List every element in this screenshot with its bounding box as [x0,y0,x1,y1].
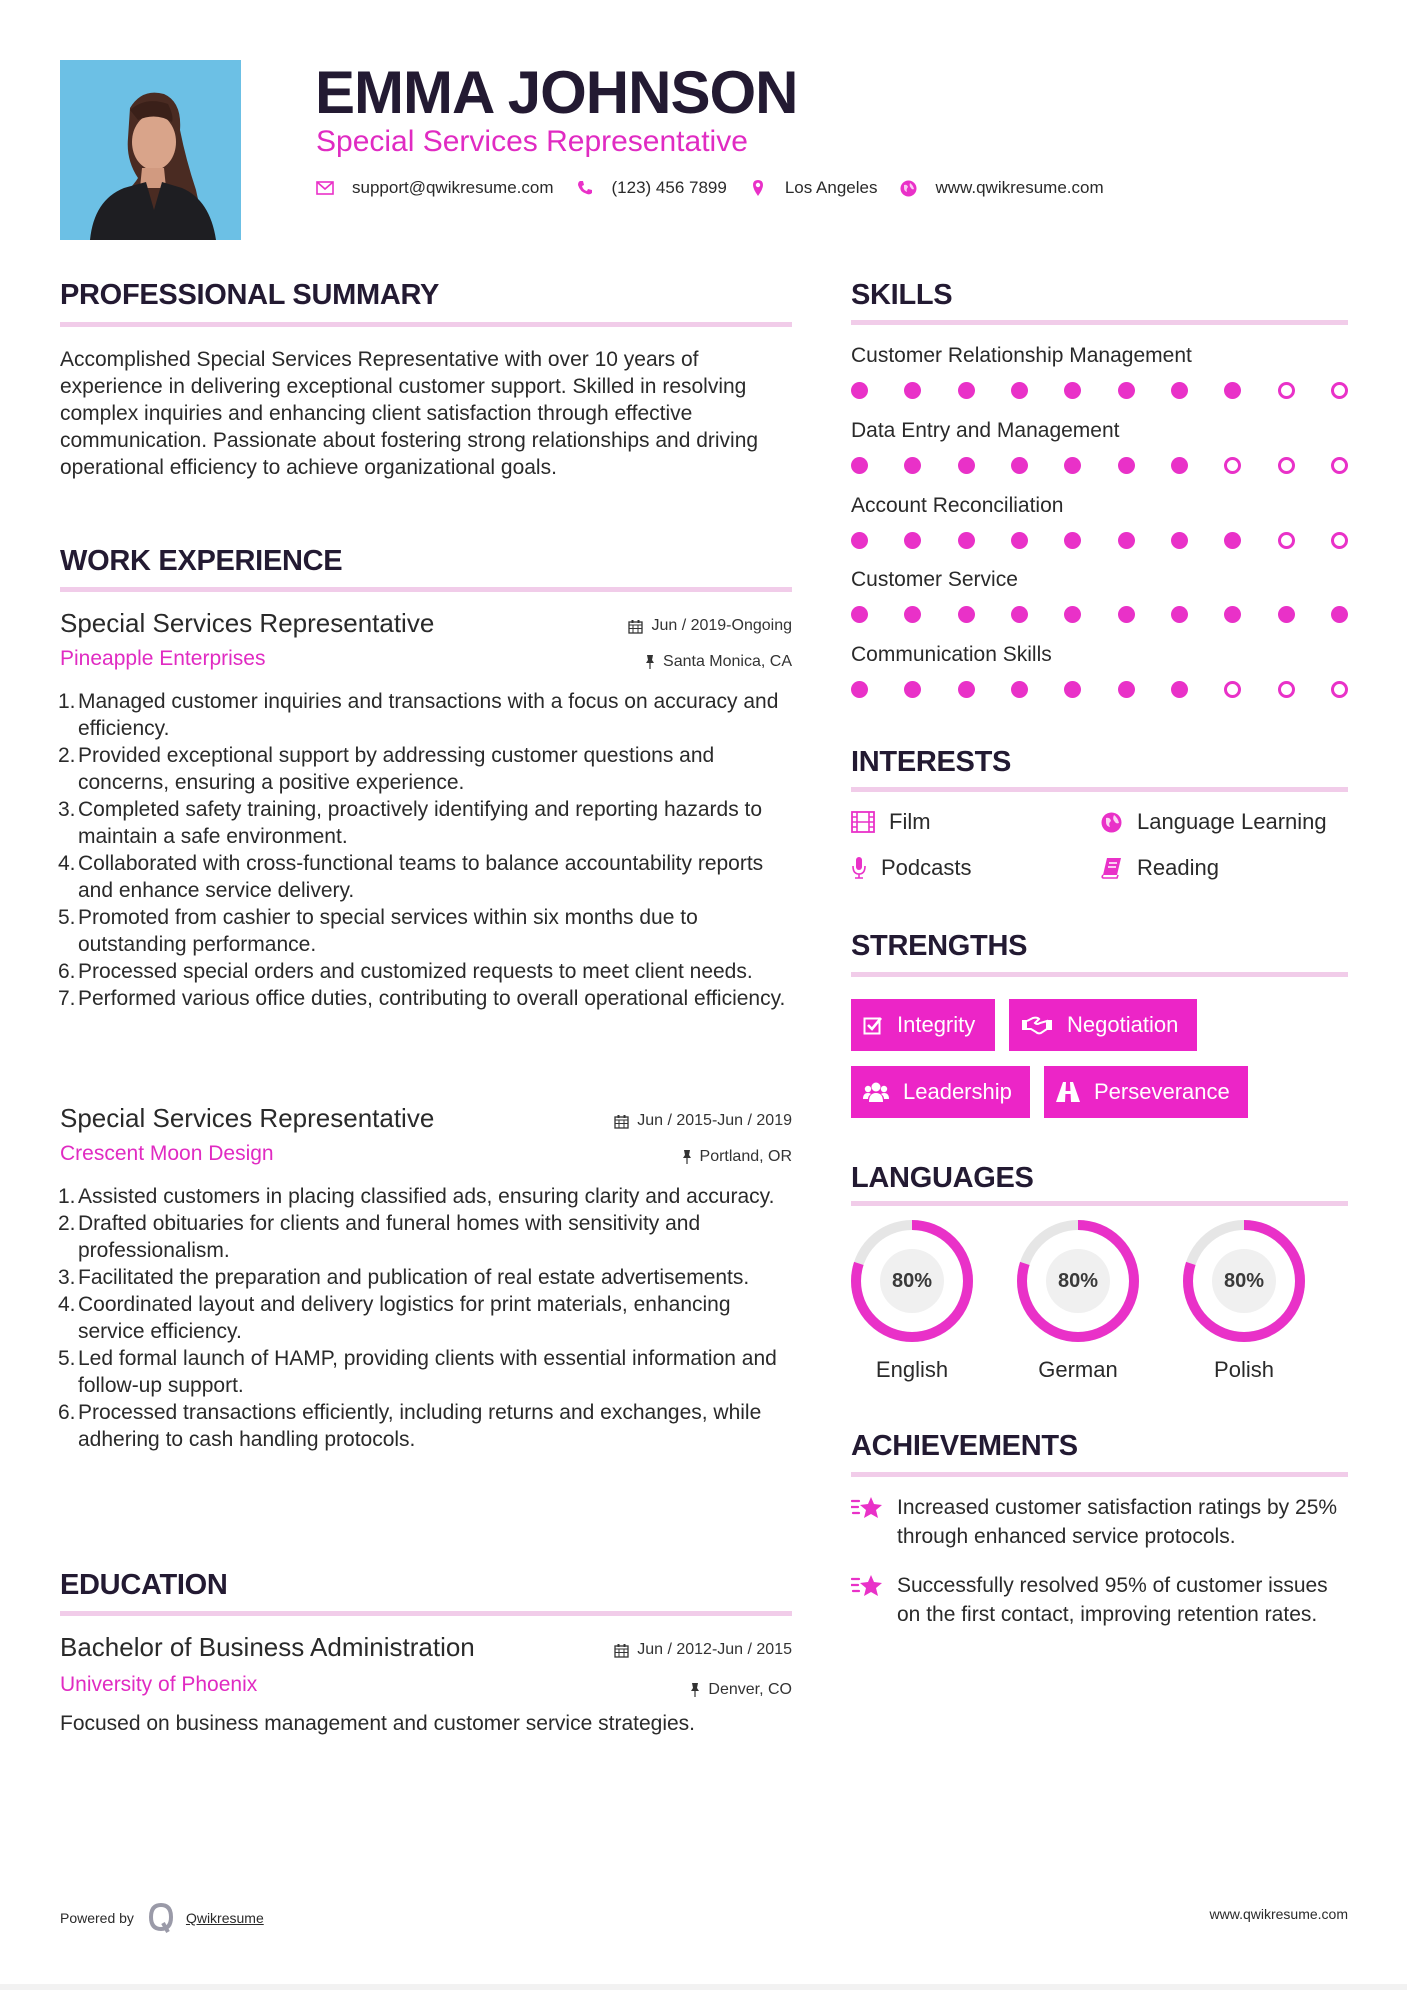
rating-dot-filled [1011,681,1028,698]
duty-item: 3. Facilitated the preparation and publication of real estate advertisements. [58,1266,750,1289]
rating-dot-filled [904,606,921,623]
strength-label: Integrity [897,1012,976,1037]
interest-label: Language Learning [1137,809,1327,834]
duty-item: 7. Performed various office duties, contributing to overall operational efficiency. [58,987,786,1010]
rating-dot-filled [904,382,921,399]
job-dates [614,1111,792,1131]
duty-item: 2. Provided exceptional support by addressing customer questions and concerns, ensuring a positive experience. [58,744,715,794]
language-percent: 80% [1046,1249,1110,1313]
rating-dot-filled [1064,457,1081,474]
section-divider [851,1201,1348,1206]
rating-dot-empty [1331,681,1348,698]
road-icon [1056,1082,1080,1102]
education-dates [614,1640,792,1660]
rating-dot-filled [1011,606,1028,623]
footer-powered-by [60,1903,264,1933]
contact-location [749,178,878,198]
language-name: Polish [1214,1357,1274,1382]
rating-dot-filled [904,457,921,474]
rating-dot-filled [1171,681,1188,698]
duty-item: 5. Promoted from cashier to special services within six months due to outstanding performance. [58,906,698,956]
contact-email-text: support@qwikresume.com [352,178,554,197]
powered-by-label: Powered by [60,1910,134,1926]
progress-ring [1016,1219,1140,1343]
map-marker-icon [749,179,767,197]
section-heading-languages: LANGUAGES [851,1162,1034,1194]
rating-dot-empty [1278,532,1295,549]
footer-site[interactable]: www.qwikresume.com [1209,1906,1348,1922]
rating-dot-filled [904,532,921,549]
rating-dot-filled [1224,382,1241,399]
rating-dot-filled [904,681,921,698]
rating-dot-filled [1171,606,1188,623]
rating-dot-filled [851,681,868,698]
interest-podcasts [851,855,972,881]
rating-dot-filled [1064,532,1081,549]
rating-dot-filled [1224,606,1241,623]
education-location [690,1680,792,1700]
section-heading-achievements: ACHIEVEMENTS [851,1430,1078,1462]
section-divider [851,1472,1348,1477]
contact-phone[interactable] [576,178,727,198]
film-icon [851,810,875,834]
summary-text: Accomplished Special Services Representative with over 10 years of experience in delivering exceptional customer support. Skilled in resolving complex inquiries and enhancing client satisfaction through effective communication. Passionate about fostering strong relationships and driving operational efficiency to achieve organizational goals. [60,348,759,479]
skill-item [851,343,1348,399]
skill-item [851,493,1348,549]
book-icon [1099,856,1123,880]
skill-item [851,642,1348,698]
interest-label: Film [889,809,931,834]
rating-dot-filled [1118,457,1135,474]
rating-dot-filled [1118,532,1135,549]
qwikresume-logo-icon [148,1903,174,1933]
rating-dot-filled [1064,382,1081,399]
skill-name: Data Entry and Management [851,419,1120,442]
education-dates-text: Jun / 2012-Jun / 2015 [637,1641,792,1658]
calendar-icon [614,1643,629,1658]
education-entry [60,1632,792,1737]
rating-dot-filled [851,606,868,623]
job-location [682,1147,792,1167]
rating-dot-filled [1171,532,1188,549]
section-heading-education: EDUCATION [60,1569,228,1601]
candidate-name: EMMA JOHNSON [315,59,798,126]
rating-dot-filled [851,532,868,549]
rating-dot-filled [1171,457,1188,474]
job-title: Special Services Representative [60,1103,435,1133]
duty-item: 4. Coordinated layout and delivery logistics for print materials, enhancing service efficiency. [58,1293,731,1343]
degree-title: Bachelor of Business Administration [60,1632,475,1662]
rating-dot-filled [958,457,975,474]
skill-rating [851,606,1348,623]
profile-photo [60,60,241,240]
calendar-icon [614,1114,629,1129]
contact-website-text: www.qwikresume.com [935,178,1104,197]
strength-badge-negotiation [1009,999,1197,1051]
job-duties-list [60,688,792,1012]
skill-name: Communication Skills [851,643,1052,666]
pushpin-icon [690,1682,700,1698]
rating-dot-empty [1331,382,1348,399]
job-title: Special Services Representative [60,608,435,638]
section-heading-interests: INTERESTS [851,746,1012,778]
progress-ring [1182,1219,1306,1343]
section-heading-skills: SKILLS [851,279,953,311]
interest-label: Podcasts [881,855,972,880]
microphone-icon [851,856,867,880]
rating-dot-empty [1278,457,1295,474]
education-description: Focused on business management and customer service strategies. [60,1712,695,1735]
duty-item: 1. Managed customer inquiries and transactions with a focus on accuracy and efficiency. [58,690,779,740]
rating-dot-filled [1011,382,1028,399]
achievement-text: Successfully resolved 95% of customer issues on the first contact, improving retention rates. [897,1574,1328,1626]
strength-label: Leadership [903,1079,1012,1104]
rating-dot-empty [1278,681,1295,698]
language-item-polish [1182,1219,1306,1383]
duty-item: 6. Processed transactions efficiently, including returns and exchanges, while adhering to cash handling protocols. [58,1401,762,1451]
phone-icon [576,179,594,197]
strength-badge-leadership [851,1066,1030,1118]
interest-label: Reading [1137,855,1219,880]
contact-phone-text: (123) 456 7899 [611,178,727,197]
duty-item: 4. Collaborated with cross-functional teams to balance accountability reports and enhance service delivery. [58,852,764,902]
rating-dot-filled [1011,457,1028,474]
interest-language-learning [1099,809,1327,835]
school-name: University of Phoenix [60,1673,258,1696]
rating-dot-empty [1278,382,1295,399]
job-dates [628,616,792,636]
person-silhouette-icon [60,60,241,240]
achievement-text: Increased customer satisfaction ratings by 25% through enhanced service protocols. [897,1496,1338,1548]
rating-dot-filled [958,532,975,549]
rating-dot-filled [958,681,975,698]
interest-film [851,809,931,835]
section-heading-summary: PROFESSIONAL SUMMARY [60,279,440,311]
rating-dot-filled [1118,681,1135,698]
rating-dot-filled [1064,606,1081,623]
shooting-star-icon [851,1493,885,1529]
rating-dot-filled [958,382,975,399]
duty-item: 3. Completed safety training, proactively identifying and reporting hazards to maintain a safe environment. [58,798,763,848]
skill-rating [851,681,1348,698]
rating-dot-filled [1011,532,1028,549]
strength-label: Negotiation [1067,1012,1179,1037]
skill-name: Account Reconciliation [851,494,1064,517]
duty-item: 5. Led formal launch of HAMP, providing clients with essential information and follow-up support. [58,1347,777,1397]
rating-dot-filled [1064,681,1081,698]
language-item-german [1016,1219,1140,1383]
contact-bar [316,178,1126,198]
language-percent: 80% [1212,1249,1276,1313]
rating-dot-empty [1331,457,1348,474]
globe-icon [899,179,917,197]
check-square-icon [863,1015,883,1035]
section-divider [60,1611,792,1616]
rating-dot-filled [1331,606,1348,623]
job-entry [60,1103,792,1453]
language-percent: 80% [880,1249,944,1313]
section-heading-strengths: STRENGTHS [851,930,1028,962]
strength-badge-perseverance [1044,1066,1248,1118]
rating-dot-filled [1224,532,1241,549]
section-divider [851,787,1348,792]
rating-dot-empty [1331,532,1348,549]
job-location-text: Santa Monica, CA [663,653,792,670]
section-divider [851,320,1348,325]
shooting-star-icon [851,1571,885,1607]
language-name: English [875,1357,949,1382]
duty-item: 6. Processed special orders and customized requests to meet client needs. [58,960,753,983]
section-divider [60,322,792,327]
language-name: German [1038,1357,1118,1382]
contact-location-text: Los Angeles [784,178,878,197]
achievement-item [851,1493,1348,1551]
job-duties-list [60,1183,792,1453]
skill-rating [851,532,1348,549]
rating-dot-filled [851,457,868,474]
skill-name: Customer Service [851,568,1018,591]
rating-dot-empty [1224,681,1241,698]
achievement-item [851,1571,1348,1629]
strength-label: Perseverance [1094,1079,1230,1104]
pushpin-icon [645,654,655,670]
progress-ring [850,1219,974,1343]
users-icon [863,1081,889,1103]
contact-website[interactable] [899,178,1103,198]
job-entry [60,608,792,1012]
section-divider [851,972,1348,977]
strength-badge-integrity [851,999,995,1051]
rating-dot-filled [1118,382,1135,399]
pushpin-icon [682,1149,692,1165]
contact-email[interactable] [316,178,554,198]
skill-item [851,418,1348,474]
interest-reading [1099,855,1219,881]
rating-dot-filled [958,606,975,623]
duty-item: 2. Drafted obituaries for clients and funeral homes with sensitivity and professionalism. [58,1212,701,1262]
qwikresume-link[interactable]: Qwikresume [185,1910,264,1926]
job-location-text: Portland, OR [699,1148,792,1165]
skill-name: Customer Relationship Management [851,344,1192,367]
globe-icon [1099,810,1123,834]
education-location-text: Denver, CO [708,1681,792,1698]
job-dates-text: Jun / 2015-Jun / 2019 [637,1112,792,1129]
skill-rating [851,457,1348,474]
company-name: Pineapple Enterprises [60,647,266,670]
job-location [645,652,792,672]
duty-item: 1. Assisted customers in placing classified ads, ensuring clarity and accuracy. [58,1185,775,1208]
skill-item [851,567,1348,623]
section-heading-experience: WORK EXPERIENCE [60,545,343,577]
company-name: Crescent Moon Design [60,1142,274,1165]
rating-dot-filled [1171,382,1188,399]
skill-rating [851,382,1348,399]
candidate-title: Special Services Representative [316,125,748,158]
rating-dot-empty [1224,457,1241,474]
page-bottom-bar [0,1984,1407,1990]
rating-dot-filled [851,382,868,399]
rating-dot-filled [1118,606,1135,623]
calendar-icon [628,619,643,634]
handshake-icon [1021,1015,1053,1035]
section-divider [60,587,792,592]
envelope-icon [316,179,334,197]
job-dates-text: Jun / 2019-Ongoing [651,617,792,634]
rating-dot-filled [1278,606,1295,623]
language-item-english [850,1219,974,1383]
